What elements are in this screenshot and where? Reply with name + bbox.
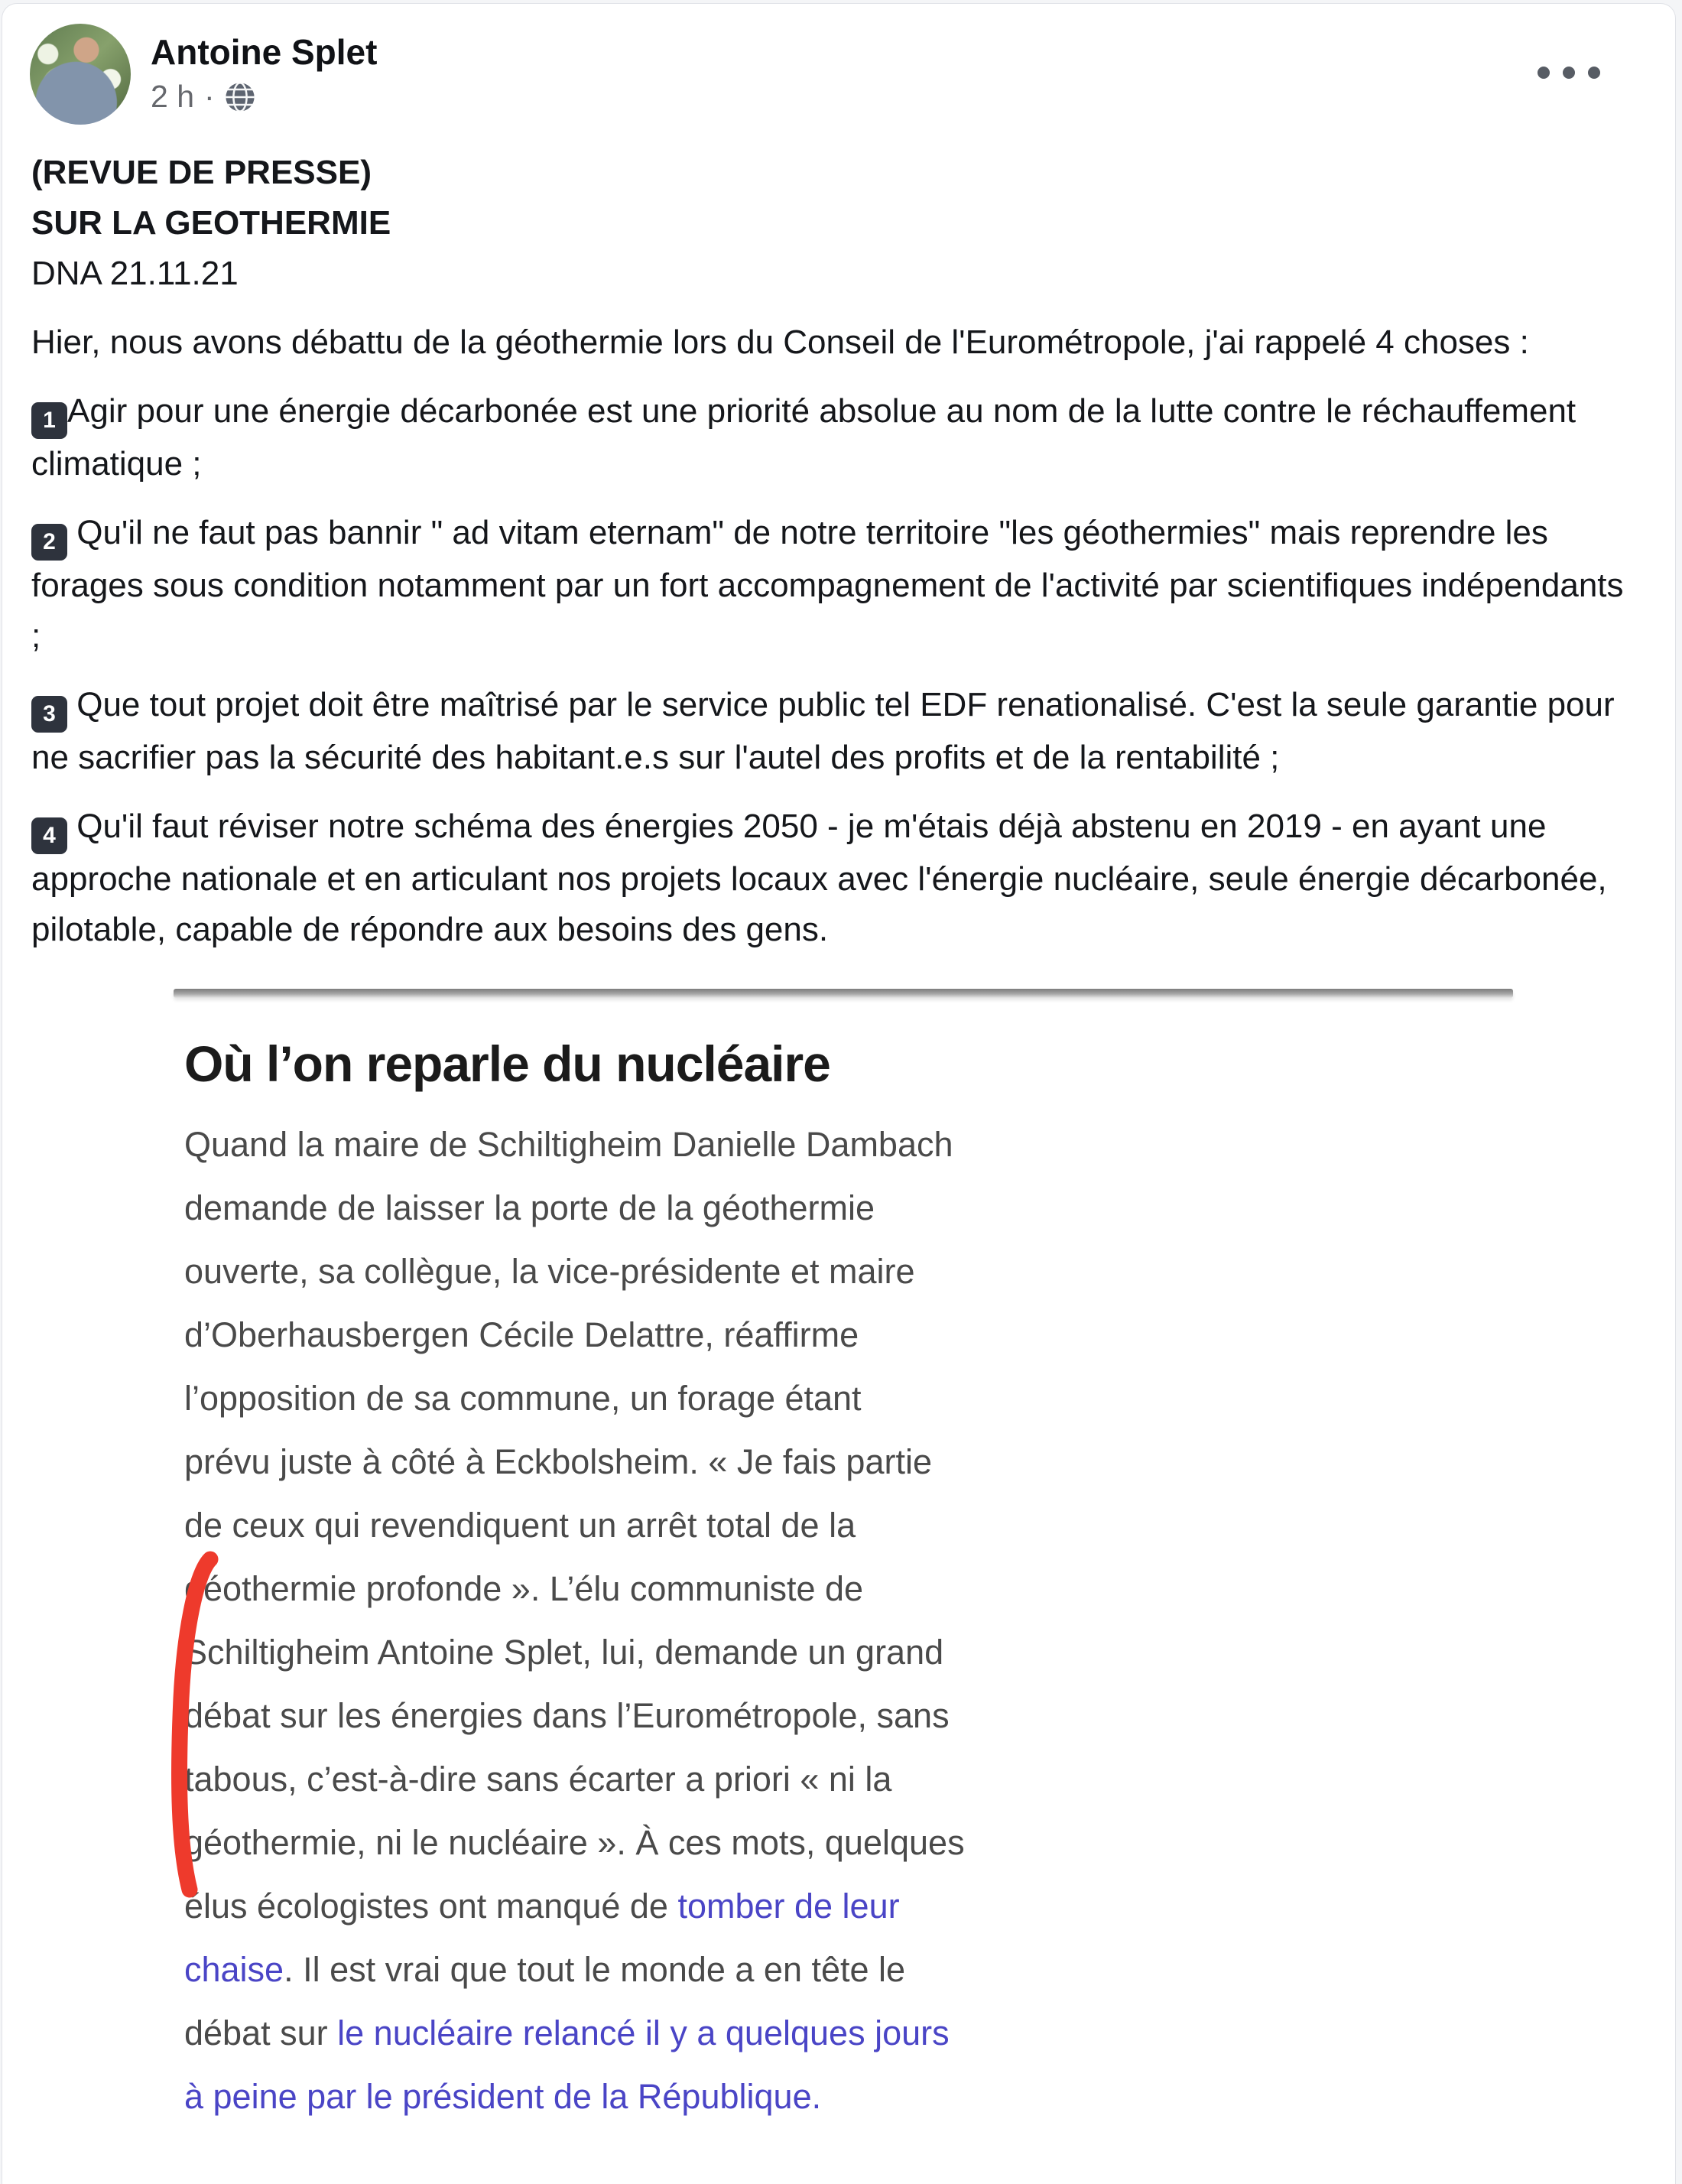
article-line <box>184 1620 1528 1684</box>
article-line <box>184 1303 1528 1367</box>
article-text: Quand la maire de Schiltigheim Danielle Dambach <box>184 1125 953 1164</box>
article-line <box>184 2065 1528 2128</box>
article-text: demande de laisser la porte de la géothermie <box>184 1188 875 1227</box>
post-title-line2: SUR LA GEOTHERMIE <box>31 204 391 242</box>
post-point: 2 Qu'il ne faut pas bannir " ad vitam eternam" de notre territoire "les géothermies" mais reprendre les forages sous condition notamment par un fort accompagnement de l'activité par scientifiques indépendants ; <box>31 514 1624 655</box>
article-text: élus écologistes ont manqué de <box>184 1887 678 1926</box>
header-info <box>151 24 377 115</box>
article-text: tabous, c’est-à-dire sans écarter a priori « ni la <box>184 1760 892 1799</box>
article-line <box>184 2001 1528 2065</box>
article-text: l’opposition de sa commune, un forage étant <box>184 1379 862 1418</box>
point-number-badge: 2 <box>31 524 67 561</box>
article-text: d’Oberhausbergen Cécile Delattre, réaffirme <box>184 1315 859 1354</box>
post-intro: Hier, nous avons débattu de la géothermie lors du Conseil de l'Eurométropole, j'ai rappelé 4 choses : <box>31 323 1529 361</box>
article-headline: Où l’on reparle du nucléaire <box>184 1035 830 1092</box>
article-text: ouverte, sa collègue, la vice-présidente et maire <box>184 1252 915 1291</box>
point-number-badge: 4 <box>31 817 67 854</box>
article-text: débat sur <box>184 2013 338 2052</box>
post-title-line1: (REVUE DE PRESSE) <box>31 154 372 191</box>
article-line <box>184 1557 1528 1620</box>
article-line <box>184 1493 1528 1557</box>
post-points <box>31 386 1635 955</box>
article-line <box>184 1367 1528 1430</box>
post-body <box>2 125 1675 2128</box>
globe-icon <box>225 82 255 112</box>
article-text: Schiltigheim Antoine Splet, lui, demande un grand <box>184 1633 944 1672</box>
article-link[interactable]: tomber de leur <box>677 1887 900 1926</box>
article-line <box>184 1811 1528 1874</box>
more-options-button[interactable] <box>1530 59 1608 86</box>
article-line <box>184 1240 1528 1303</box>
article-line <box>184 1430 1528 1493</box>
post-timestamp[interactable]: 2 h <box>151 79 194 114</box>
post-date-line: DNA 21.11.21 <box>31 255 239 292</box>
article-text: prévu juste à côté à Eckbolsheim. « Je fais partie <box>184 1442 933 1481</box>
ellipsis-icon <box>1563 67 1575 79</box>
meta-separator: · <box>204 79 215 114</box>
article-link[interactable]: chaise <box>184 1950 284 1989</box>
article-link[interactable]: le nucléaire relancé il y a quelques jours <box>337 2013 950 2052</box>
article-line <box>184 1747 1528 1811</box>
article-text: géothermie, ni le nucléaire ». À ces mots, quelques <box>184 1823 965 1862</box>
post-card <box>2 3 1676 2184</box>
post-point: 1 Agir pour une énergie décarbonée est une priorité absolue au nom de la lutte contre le réchauffement climatique ; <box>31 392 1576 483</box>
embedded-article-image[interactable] <box>174 989 1528 2128</box>
post-point: 3 Que tout projet doit être maîtrisé par le service public tel EDF renationalisé. C'est la seule garantie pour ne sacrifier pas la sécurité des habitant.e.s sur l'autel des profits et de la rentabilité ; <box>31 686 1615 776</box>
article-body <box>184 1113 1528 2128</box>
article-link[interactable]: à peine par le président de la République. <box>184 2077 822 2116</box>
article-text: de ceux qui revendiquent un arrêt total de la <box>184 1506 856 1545</box>
ellipsis-icon <box>1538 67 1550 79</box>
article-text: géothermie profonde ». L’élu communiste de <box>184 1569 864 1608</box>
article-line <box>184 1684 1528 1747</box>
article-line <box>184 1176 1528 1240</box>
post-point: 4 Qu'il faut réviser notre schéma des énergies 2050 - je m'étais déjà abstenu en 2019 - en ayant une approche nationale et en articulant nos projets locaux avec l'énergie nucléaire, seule énergie décarbonée, pilotable, capable de répondre aux besoins des gens. <box>31 808 1607 948</box>
author-name[interactable]: Antoine Splet <box>151 32 378 72</box>
avatar[interactable] <box>30 24 131 125</box>
article-divider <box>174 989 1513 998</box>
post-header <box>2 4 1675 125</box>
point-number-badge: 1 <box>31 402 67 439</box>
article-line <box>184 1938 1528 2001</box>
point-number-badge: 3 <box>31 696 67 733</box>
ellipsis-icon <box>1588 67 1600 79</box>
article-line <box>184 1874 1528 1938</box>
article-text: débat sur les énergies dans l’Eurométropole, sans <box>184 1696 950 1735</box>
article-line <box>184 1113 1528 1176</box>
post-meta <box>151 79 377 115</box>
article-text: . Il est vrai que tout le monde a en tête le <box>284 1950 906 1989</box>
